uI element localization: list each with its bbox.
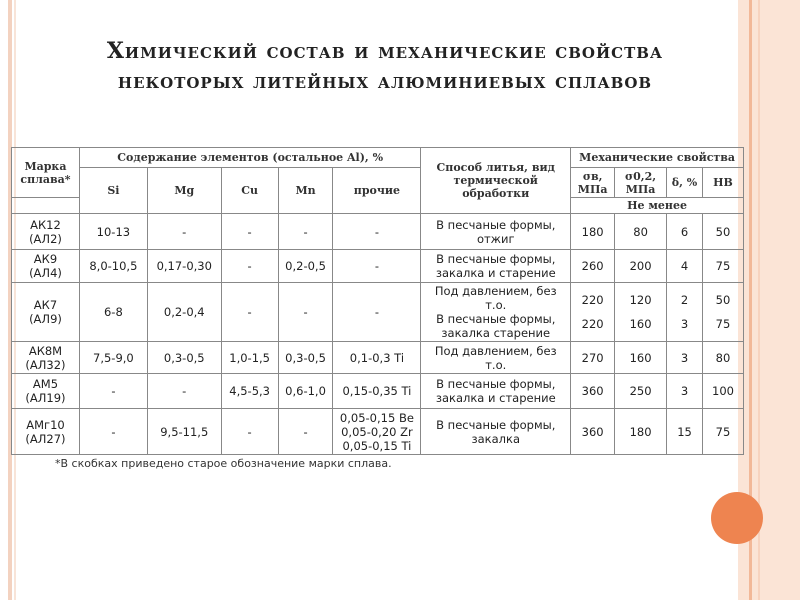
cell-sigma-b-line: 180: [581, 224, 604, 239]
cell-casting: [421, 409, 571, 455]
cell-hb: [703, 374, 744, 409]
cell-sigma-b: [571, 214, 615, 250]
cell-sigma-b-line: 220: [581, 293, 604, 307]
cell-hb: [703, 342, 744, 374]
cell-sigma-b-line: 260: [581, 259, 604, 273]
cell-delta: [667, 342, 703, 374]
cell-casting: [421, 283, 571, 342]
cell-casting-line: Под давлением, без т.о.: [434, 284, 557, 312]
cell-grade-line: (АЛ4): [29, 266, 62, 280]
cell-casting-line: Под давлением, без т.о.: [434, 343, 557, 372]
cell-sigma-02-line: 180: [629, 424, 652, 439]
header-hb: HB: [703, 168, 744, 198]
header-other: прочие: [333, 168, 421, 214]
cell-hb: [703, 409, 744, 455]
cell-si: 8,0-10,5: [79, 250, 147, 283]
cell-other-line: -: [374, 224, 379, 239]
cell-cu: -: [221, 214, 278, 250]
cell-sigma-02-line: 160: [629, 350, 652, 365]
cell-mg: 0,2-0,4: [147, 283, 221, 342]
cell-grade-line: (АЛ2): [29, 231, 62, 246]
cell-delta: [667, 374, 703, 409]
cell-grade-line: АК12: [30, 217, 61, 232]
cell-other-line: 0,05-0,15 Ti: [342, 438, 412, 453]
cell-hb: [703, 250, 744, 283]
cell-cu: 1,0-1,5: [221, 342, 278, 374]
cell-hb-line: 50: [715, 224, 731, 239]
cell-other-line: -: [374, 259, 379, 273]
cell-casting-line: отжиг: [476, 231, 515, 246]
cell-other-line: -: [374, 305, 379, 319]
table-row: [12, 214, 744, 250]
table-row: [12, 250, 744, 283]
cell-delta-line: 6: [680, 224, 689, 239]
cell-other: [333, 374, 421, 409]
cell-other-line: 0,05-0,20 Zr: [341, 424, 413, 439]
cell-sigma-02-line: 80: [633, 224, 648, 239]
cell-cu: -: [221, 250, 278, 283]
header-cu: Cu: [221, 168, 278, 214]
cell-grade: [12, 283, 80, 342]
cell-other: [333, 214, 421, 250]
cell-sigma-02: [615, 374, 667, 409]
header-sigma-b: σв, МПа: [571, 168, 615, 198]
cell-grade-line: (АЛ27): [25, 431, 66, 446]
header-grade-cont: [12, 198, 80, 214]
table-body: [12, 214, 744, 455]
cell-sigma-02: [615, 409, 667, 455]
header-sigma-02: σ0,2, МПа: [615, 168, 667, 198]
cell-sigma-02-line: 250: [629, 384, 652, 398]
cell-sigma-02: [615, 283, 667, 342]
cell-other: [333, 283, 421, 342]
cell-sigma-b: [571, 250, 615, 283]
cell-hb-line: 75: [715, 424, 731, 439]
cell-mn: 0,3-0,5: [278, 342, 333, 374]
cell-casting-line: В песчаные формы,: [436, 417, 556, 432]
cell-delta: [667, 409, 703, 455]
cell-delta-line: 4: [680, 259, 689, 273]
cell-sigma-b-line: 270: [581, 350, 604, 365]
slide-title-line1: Химический состав и механические свойства: [106, 38, 664, 64]
cell-casting-line: закалка: [471, 431, 520, 446]
table-row: [12, 342, 744, 374]
cell-grade-line: (АЛ9): [29, 312, 62, 326]
cell-hb-line: 75: [715, 259, 731, 273]
cell-mg: 9,5-11,5: [147, 409, 221, 455]
cell-grade-line: (АЛ32): [25, 357, 66, 372]
cell-casting: [421, 214, 571, 250]
cell-other-line: 0,15-0,35 Ti: [342, 384, 412, 398]
cell-casting-line: В песчаные формы,: [436, 217, 556, 232]
cell-cu: -: [221, 409, 278, 455]
cell-sigma-02-line: 120: [629, 293, 652, 307]
cell-sigma-b: [571, 374, 615, 409]
cell-mg: -: [147, 214, 221, 250]
cell-delta-line: 3: [680, 384, 689, 398]
cell-delta-line: 2: [680, 293, 689, 307]
cell-sigma-b-line: 360: [581, 424, 604, 439]
cell-grade-line: АК9: [33, 252, 58, 266]
cell-si: 7,5-9,0: [79, 342, 147, 374]
cell-other-line: 0,05-0,15 Be: [339, 410, 414, 425]
table-row: [12, 409, 744, 455]
cell-sigma-02-line: 160: [629, 317, 652, 331]
cell-grade: [12, 342, 80, 374]
cell-sigma-b-line: 220: [581, 317, 604, 331]
header-grade: Марка сплава*: [12, 148, 80, 198]
header-composition: Содержание элементов (остальное Al), %: [79, 148, 420, 168]
cell-mg: -: [147, 374, 221, 409]
cell-sigma-02-line: 200: [629, 259, 652, 273]
cell-sigma-02: [615, 342, 667, 374]
accent-circle: [711, 492, 763, 544]
cell-casting-line: закалка старение: [441, 326, 551, 340]
cell-delta-line: 3: [680, 350, 689, 365]
cell-cu: -: [221, 283, 278, 342]
cell-grade: [12, 409, 80, 455]
cell-grade-line: АК7: [33, 298, 58, 312]
cell-sigma-b: [571, 409, 615, 455]
cell-casting-line: закалка и старение: [435, 391, 556, 405]
cell-mn: 0,6-1,0: [278, 374, 333, 409]
cell-si: -: [79, 409, 147, 455]
cell-other: [333, 250, 421, 283]
cell-casting-line: В песчаные формы,: [436, 252, 556, 266]
cell-sigma-b-line: 360: [581, 384, 604, 398]
cell-mg: 0,3-0,5: [147, 342, 221, 374]
cell-casting-line: закалка и старение: [435, 266, 556, 280]
header-mg: Mg: [147, 168, 221, 214]
cell-grade-line: (АЛ19): [25, 391, 66, 405]
cell-si: 10-13: [79, 214, 147, 250]
cell-mn: -: [278, 409, 333, 455]
cell-hb-line: 50: [715, 293, 731, 307]
cell-hb-line: 80: [715, 350, 731, 365]
header-mechanical: Механические свойства: [571, 148, 744, 168]
cell-delta-line: 15: [677, 424, 692, 439]
footnote: *В скобках приведено старое обозначение марки сплава.: [55, 457, 392, 470]
cell-delta: [667, 283, 703, 342]
cell-delta: [667, 214, 703, 250]
cell-grade-line: АК8М: [28, 343, 63, 358]
cell-hb-line: 100: [712, 384, 734, 398]
header-delta: δ, %: [667, 168, 703, 198]
slide-title-line2: некоторых литейных алюминиевых сплавов: [117, 68, 653, 94]
cell-mn: -: [278, 214, 333, 250]
cell-casting: [421, 342, 571, 374]
table-row: [12, 374, 744, 409]
cell-sigma-b: [571, 283, 615, 342]
cell-sigma-02: [615, 214, 667, 250]
cell-grade-line: АМг10: [26, 417, 65, 432]
table-row: [12, 283, 744, 342]
cell-hb-line: 75: [715, 317, 731, 331]
cell-grade: [12, 250, 80, 283]
header-mn: Mn: [278, 168, 333, 214]
cell-hb: [703, 283, 744, 342]
cell-delta-line: 3: [680, 317, 689, 331]
cell-sigma-02: [615, 250, 667, 283]
cell-delta: [667, 250, 703, 283]
cell-grade: [12, 374, 80, 409]
cell-casting: [421, 250, 571, 283]
cell-mg: 0,17-0,30: [147, 250, 221, 283]
cell-grade: [12, 214, 80, 250]
cell-si: -: [79, 374, 147, 409]
cell-grade-line: АМ5: [32, 377, 59, 391]
cell-mn: -: [278, 283, 333, 342]
alloys-table: [11, 147, 744, 455]
cell-hb: [703, 214, 744, 250]
cell-cu: 4,5-5,3: [221, 374, 278, 409]
cell-casting: [421, 374, 571, 409]
cell-other: [333, 409, 421, 455]
header-casting: Способ литья, вид термической обработки: [421, 148, 571, 214]
header-si: Si: [79, 168, 147, 214]
cell-casting-line: В песчаные формы,: [436, 312, 556, 326]
cell-other-line: 0,1-0,3 Ti: [349, 350, 405, 365]
header-min: Не менее: [571, 198, 744, 214]
cell-si: 6-8: [79, 283, 147, 342]
cell-mn: 0,2-0,5: [278, 250, 333, 283]
cell-sigma-b: [571, 342, 615, 374]
cell-other: [333, 342, 421, 374]
cell-casting-line: В песчаные формы,: [436, 377, 556, 391]
